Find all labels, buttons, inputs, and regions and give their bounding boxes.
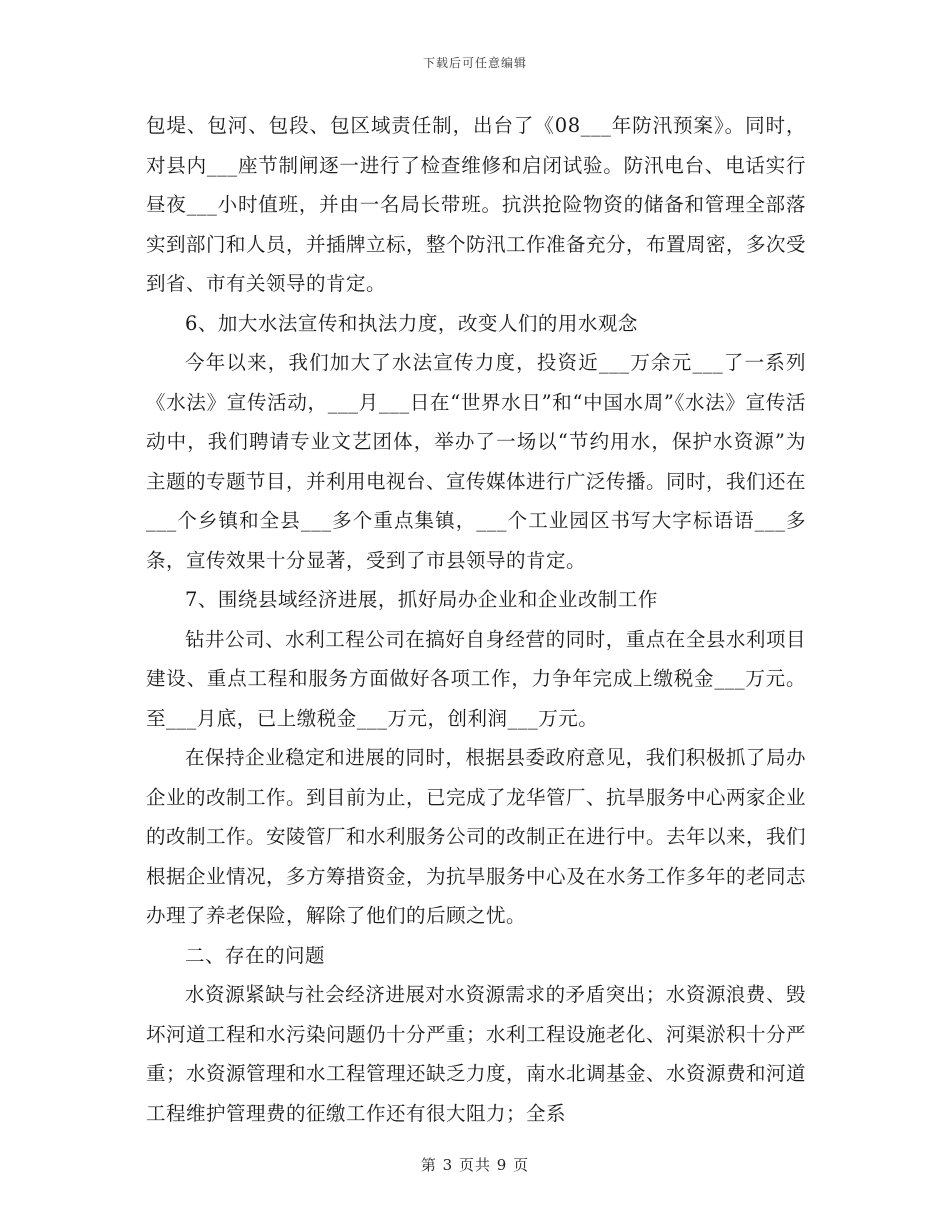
page-header: 下载后可任意编辑 — [422, 56, 527, 70]
page-number: 第 3 页共 9 页 — [420, 1156, 530, 1174]
section-heading-7: 7、围绕县域经济进展，抓好局办企业和企业改制工作 — [185, 588, 658, 611]
paragraph-enterprise-reform: 在保持企业稳定和进展的同时，根据县委政府意见，我们积极抓了局办企业的改制工作。到目前为止，已完成了龙华管厂、抗旱服务中心两家企业的改制工作。安陵管厂和水利服务公司的改制正在进行中。去年以来，我们根据企业情况，多方筹措资金，为抗旱服务中心及在水务工作多年的老同志办理了养老保险，解除了他们的后顾之忧。 — [146, 746, 807, 927]
paragraph-problems: 水资源紧缺与社会经济进展对水资源需求的矛盾突出；水资源浪费、毁坏河道工程和水污染问题仍十分严重；水利工程设施老化、河渠淤积十分严重；水资源管理和水工程管理还缺乏力度，南水北调基金、水资源费和河道工程维护管理费的征缴工作还有很大阻力；全系 — [146, 983, 807, 1125]
paragraph-continuation: 包堤、包河、包段、包区域责任制，出台了《08___年防汛预案》。同时，对县内___座节制闸逐一进行了检查维修和启闭试验。防汛电台、电话实行昼夜___小时值班，并由一名局长带班。抗洪抢险物资的储备和管理全部落实到部门和人员，并插牌立标，整个防汛工作准备充分，布置周密，多次受到省、市有关领导的肯定。 — [146, 114, 807, 295]
section-heading-problems: 二、存在的问题 — [185, 943, 326, 967]
paragraph-water-law-publicity: 今年以来，我们加大了水法宣传力度，投资近___万余元___了一系列《水法》宣传活动，___月___日在“世界水日”和“中国水周”《水法》宣传活动中，我们聘请专业文艺团体，举办了一场以“节约用水，保护水资源”为主题的专题节目，并利用电视台、宣传媒体进行广泛传播。同时，我们还在___个乡镇和全县___多个重点集镇，___个工业园区书写大字标语语___多条，宣传效果十分显著，受到了市县领导的肯定。 — [146, 351, 807, 572]
document-body — [146, 106, 806, 1133]
section-heading-6: 6、加大水法宣传和执法力度，改变人们的用水观念 — [185, 311, 638, 335]
paragraph-enterprise-tax: 钻井公司、水利工程公司在搞好自身经营的同时，重点在全县水利项目建设、重点工程和服务方面做好各项工作，力争年完成上缴税金___万元。至___月底，已上缴税金___万元，创利润___万元。 — [146, 627, 806, 730]
